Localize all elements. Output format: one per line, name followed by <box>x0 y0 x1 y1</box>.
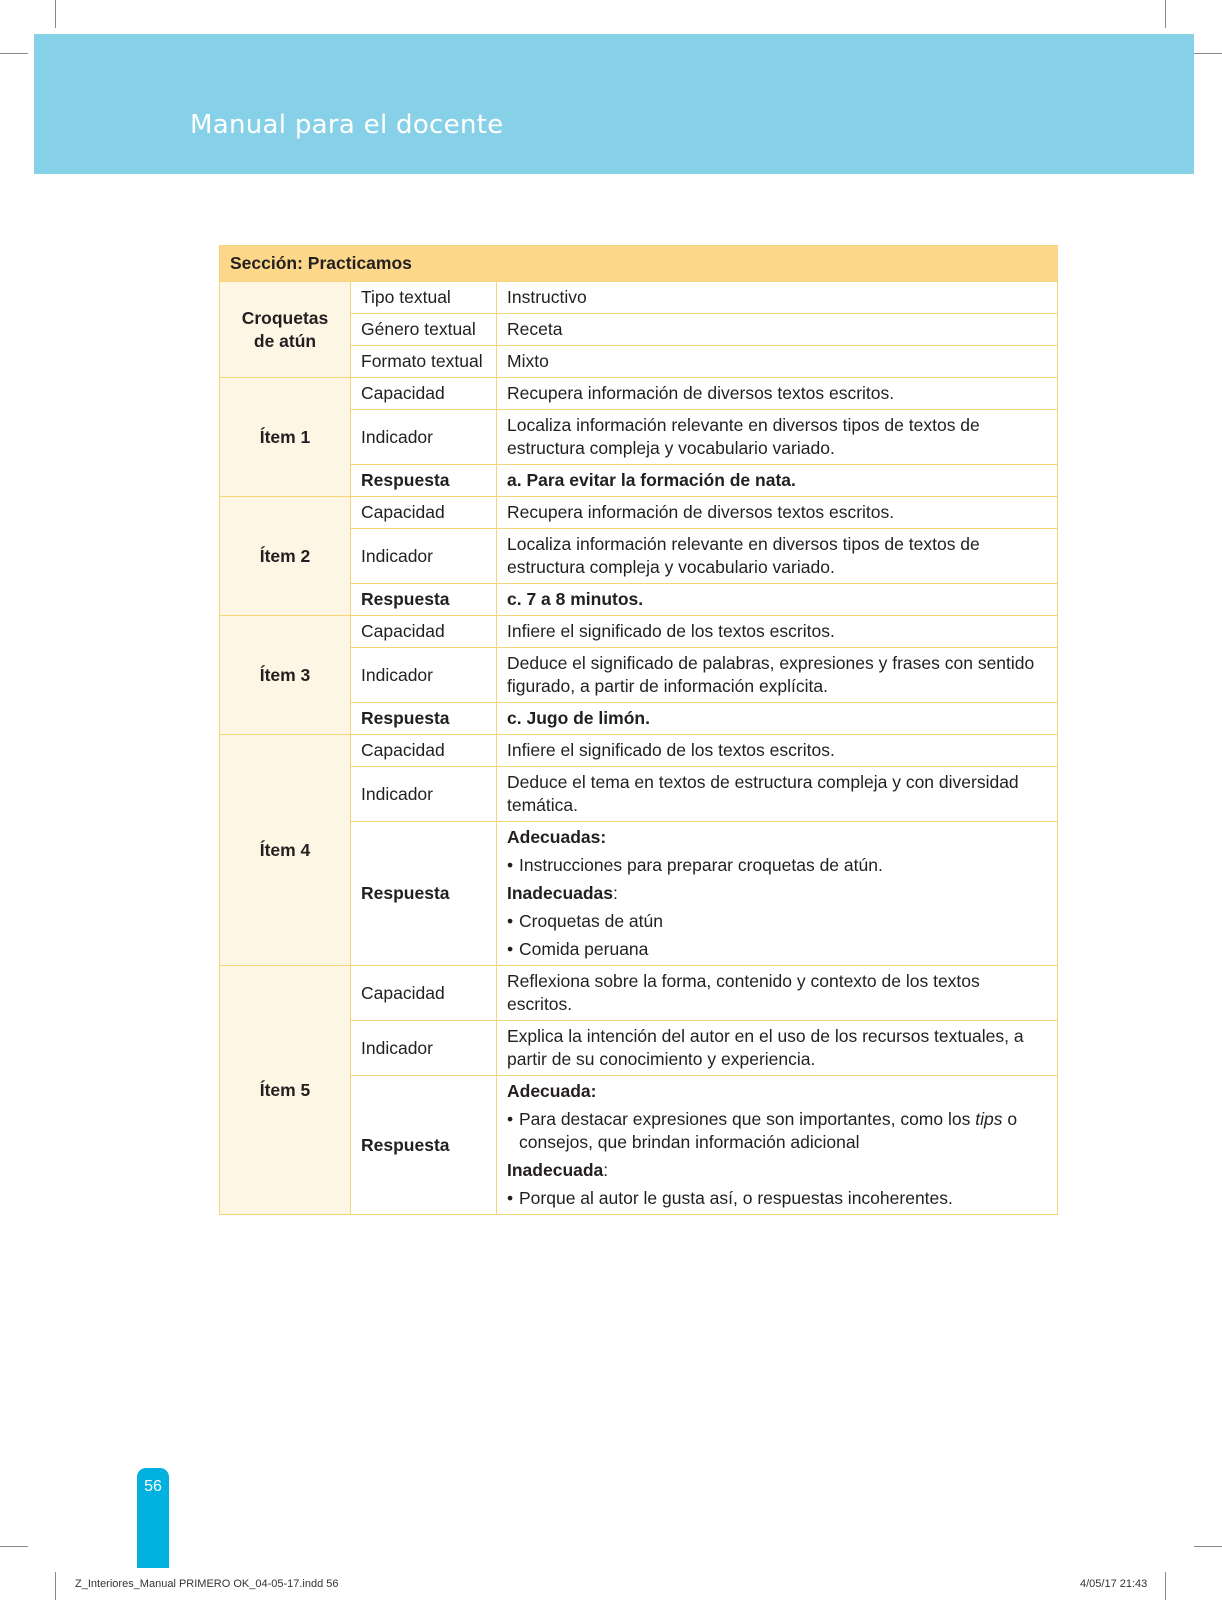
capacidad-label: Capacidad <box>351 497 497 529</box>
crop-mark <box>1194 53 1222 54</box>
respuesta-label: Respuesta <box>351 703 497 735</box>
capacidad-text: Infiere el significado de los textos escritos. <box>497 735 1058 767</box>
assessment-table <box>219 245 1058 1215</box>
attribute-value: Receta <box>497 314 1058 346</box>
attribute-value: Mixto <box>497 346 1058 378</box>
capacidad-label: Capacidad <box>351 966 497 1021</box>
adecuada-text-italic: tips <box>975 1109 1003 1129</box>
respuesta-label: Respuesta <box>351 465 497 497</box>
table-section-row <box>220 246 1058 282</box>
table-row <box>220 282 1058 314</box>
attribute-value: Instructivo <box>497 282 1058 314</box>
list-item: • Comida peruana <box>507 938 1047 961</box>
capacidad-text: Reflexiona sobre la forma, contenido y contexto de los textos escritos. <box>497 966 1058 1021</box>
crop-mark <box>1165 1572 1166 1600</box>
section-title: Sección: Practicamos <box>220 246 1058 282</box>
table-row <box>220 966 1058 1021</box>
crop-mark <box>1194 1546 1222 1547</box>
attribute-label: Género textual <box>351 314 497 346</box>
respuesta-label: Respuesta <box>351 1076 497 1215</box>
inadecuada-heading: Inadecuada <box>507 1160 604 1180</box>
page-number-tab <box>137 1468 169 1568</box>
indicador-text: Localiza información relevante en diversos tipos de textos de estructura compleja y vocabulario variado. <box>497 410 1058 465</box>
capacidad-text: Recupera información de diversos textos escritos. <box>497 378 1058 410</box>
item-label: Ítem 1 <box>220 378 351 497</box>
list-item: • Croquetas de atún <box>507 910 1047 933</box>
item-label: Ítem 4 <box>220 735 351 966</box>
indicador-text: Localiza información relevante en diversos tipos de textos de estructura compleja y vocabulario variado. <box>497 529 1058 584</box>
respuesta-cell <box>497 1076 1058 1215</box>
adecuadas-heading: Adecuadas: <box>507 827 607 847</box>
list-item: • Instrucciones para preparar croquetas de atún. <box>507 854 1047 877</box>
table-row <box>220 497 1058 529</box>
adecuada-text-after: o consejos, que brindan información adicional <box>519 1109 1018 1152</box>
attribute-label: Tipo textual <box>351 282 497 314</box>
page-number: 56 <box>144 1478 162 1495</box>
capacidad-text: Infiere el significado de los textos escritos. <box>497 616 1058 648</box>
capacidad-text: Recupera información de diversos textos escritos. <box>497 497 1058 529</box>
crop-mark <box>0 53 28 54</box>
respuesta-cell <box>497 822 1058 966</box>
capacidad-label: Capacidad <box>351 735 497 767</box>
inadecuadas-heading: Inadecuadas <box>507 883 614 903</box>
indicador-label: Indicador <box>351 529 497 584</box>
table-row <box>220 735 1058 767</box>
indicador-text: Explica la intención del autor en el uso de los recursos textuales, a partir de su conocimiento y experiencia. <box>497 1021 1058 1076</box>
respuesta-label: Respuesta <box>351 822 497 966</box>
item-label: Ítem 2 <box>220 497 351 616</box>
crop-mark <box>55 1572 56 1600</box>
adecuada-heading: Adecuada: <box>507 1081 597 1101</box>
capacidad-label: Capacidad <box>351 616 497 648</box>
attribute-label: Formato textual <box>351 346 497 378</box>
crop-mark <box>1165 0 1166 28</box>
adecuada-text-before: Para destacar expresiones que son importantes, como los <box>519 1109 976 1129</box>
table-row <box>220 378 1058 410</box>
respuesta-text: c. 7 a 8 minutos. <box>497 584 1058 616</box>
file-info: Z_Interiores_Manual PRIMERO OK_04-05-17.indd 56 <box>75 1578 339 1590</box>
respuesta-label: Respuesta <box>351 584 497 616</box>
crop-mark <box>55 0 56 28</box>
indicador-label: Indicador <box>351 767 497 822</box>
table-row <box>220 616 1058 648</box>
indicador-text: Deduce el significado de palabras, expresiones y frases con sentido figurado, a partir de información explícita. <box>497 648 1058 703</box>
item-label: Ítem 5 <box>220 966 351 1215</box>
indicador-text: Deduce el tema en textos de estructura compleja y con diversidad temática. <box>497 767 1058 822</box>
date-time: 4/05/17 21:43 <box>1080 1578 1148 1590</box>
indicador-label: Indicador <box>351 1021 497 1076</box>
text-title-cell: Croquetas de atún <box>220 282 351 378</box>
list-item <box>507 1108 1047 1154</box>
respuesta-text: c. Jugo de limón. <box>497 703 1058 735</box>
crop-mark <box>0 1546 28 1547</box>
page-header-title: Manual para el docente <box>190 110 504 140</box>
list-item: • Porque al autor le gusta así, o respuestas incoherentes. <box>507 1187 1047 1210</box>
header-band <box>34 34 1194 174</box>
inadecuadas-heading-line: Inadecuadas: <box>507 883 618 903</box>
capacidad-label: Capacidad <box>351 378 497 410</box>
indicador-label: Indicador <box>351 410 497 465</box>
item-label: Ítem 3 <box>220 616 351 735</box>
indicador-label: Indicador <box>351 648 497 703</box>
respuesta-text: a. Para evitar la formación de nata. <box>497 465 1058 497</box>
inadecuada-heading-line: Inadecuada: <box>507 1160 609 1180</box>
